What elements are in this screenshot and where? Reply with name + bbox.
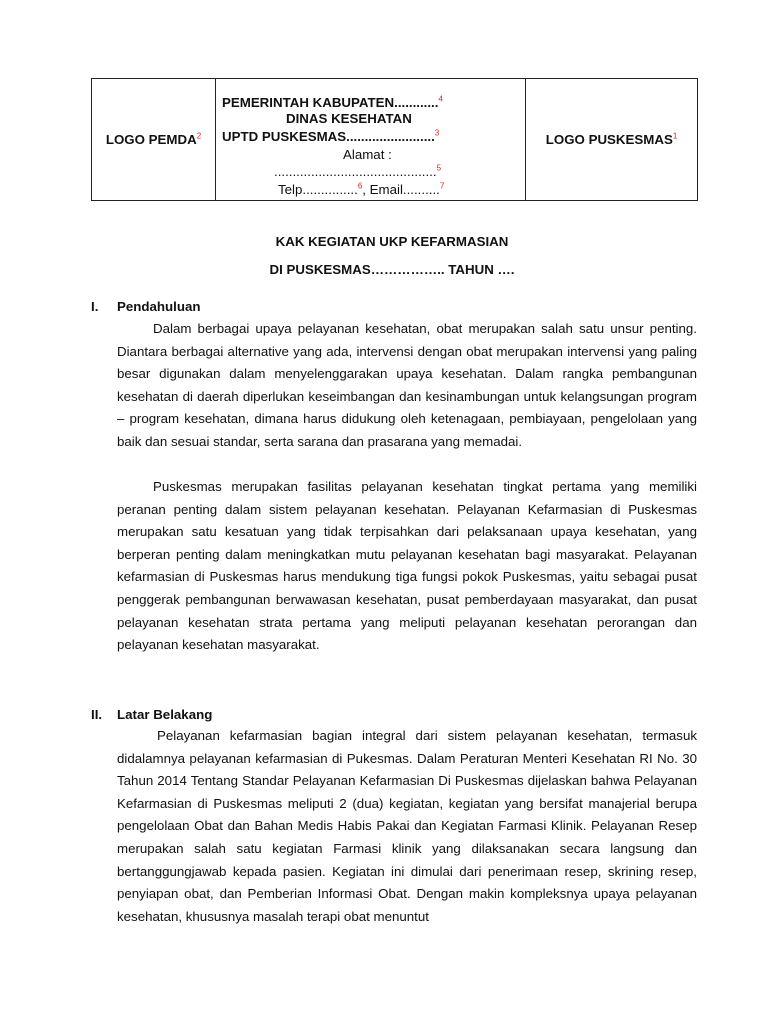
logo-pemda-cell [92,79,216,200]
section-1-paragraph-1: Dalam berbagai upaya pelayanan kesehatan, obat merupakan salah satu unsur penting. Diantara berbagai alternative yang ada, intervensi dengan obat merupakan intervensi yang paling besar digunakan dalam menyelenggarakan upaya kesehatan. Dalam rangka pembangunan kesehatan di daerah diperlukan keseimbangan dan kesinambungan untuk kelangsungan program – program kesehatan, dimana harus didukung oleh ketenagaan, pembiayaan, pengelolaan yang baik dan sesuai standar, serta sarana dan prasarana yang memadai. [117,321,697,449]
uptd-line [222,129,439,145]
footnote-marker: 7 [439,181,445,191]
contact-line [278,182,444,198]
email-text: , Email.......... [362,182,440,197]
logo-puskesmas-text: LOGO PUSKESMAS [545,132,673,147]
footnote-marker: 6 [357,181,363,191]
dinas-line: DINAS KESEHATAN [286,111,412,126]
pemerintah-line [222,95,443,111]
logo-puskesmas-label [546,132,678,147]
section-2-number: II. [91,707,103,722]
footnote-marker: 1 [672,131,678,141]
footnote-marker: 5 [436,163,442,173]
letterhead-table [91,78,698,201]
logo-pemda-text: LOGO PEMDA [105,132,197,147]
section-1-paragraph-2: Puskesmas merupakan fasilitas pelayanan kesehatan tingkat pertama yang memiliki peranan penting dalam sistem pelayanan kesehatan. Pelayanan Kefarmasian di Puskesmas merupakan satu kesatuan yang tidak terpisahkan dari pelaksanaan upaya kesehatan, yang berperan penting dalam meningkatkan mutu pelayanan kesehatan bagi masyarakat. Pelayanan kefarmasian di Puskesmas harus mendukung tiga fungsi pokok Puskesmas, yaitu sebagai pusat penggerak pembangunan berwawasan kesehatan, pusat pemberdayaan masyarakat, dan pusat pelayanan kesehatan strata pertama yang meliputi pelayanan kesehatan perorangan dan pelayanan kesehatan masyarakat. [117,479,697,653]
alamat-dots: ............................................ [274,164,437,179]
uptd-text: UPTD PUSKESMAS........................ [222,129,435,144]
document-title-line-1: KAK KEGIATAN UKP KEFARMASIAN [275,234,509,249]
logo-pemda-label [106,132,201,147]
section-1-title: Pendahuluan [117,299,201,314]
section-2-title: Latar Belakang [117,707,213,722]
footnote-marker: 4 [438,94,443,104]
section-2-paragraph-1: Pelayanan kefarmasian bagian integral dari sistem pelayanan kesehatan, termasuk didalamnya pelayanan kefarmasian di Pukesmas. Dalam Peraturan Menteri Kesehatan RI No. 30 Tahun 2014 Tentang Standar Pelayanan Kefarmasian Di Puskesmas dijelaskan bahwa Pelayanan Kefarmasian di Puskesmas meliputi 2 (dua) kegiatan, kegiatan yang bersifat manajerial berupa pengelolaan Obat dan Bahan Medis Habis Pakai dan Kegiatan Farmasi Klinik. Pelayanan Resep merupakan salah satu kegiatan Farmasi klinik yang dilaksanakan secara langsung dan bertanggungjawab kepada pasien. Kegiatan ini dimulai dari penerimaan resep, skrining resep, penyiapan obat, dan Pemberian Informasi Obat. Dengan makin kompleksnya upaya pelayanan kesehatan, khususnya masalah terapi obat menuntut [117,728,697,924]
footnote-marker: 2 [196,131,202,141]
alamat-line [274,164,441,180]
section-1-number: I. [91,299,99,314]
alamat-label: Alamat : [343,147,392,162]
pemerintah-text: PEMERINTAH KABUPATEN............ [222,95,439,110]
logo-puskesmas-cell [526,79,697,200]
footnote-marker: 3 [434,128,440,138]
document-title-line-2: DI PUSKESMAS…………….. TAHUN …. [269,262,515,277]
institution-cell [216,79,526,200]
telp-text: Telp............... [278,182,358,197]
